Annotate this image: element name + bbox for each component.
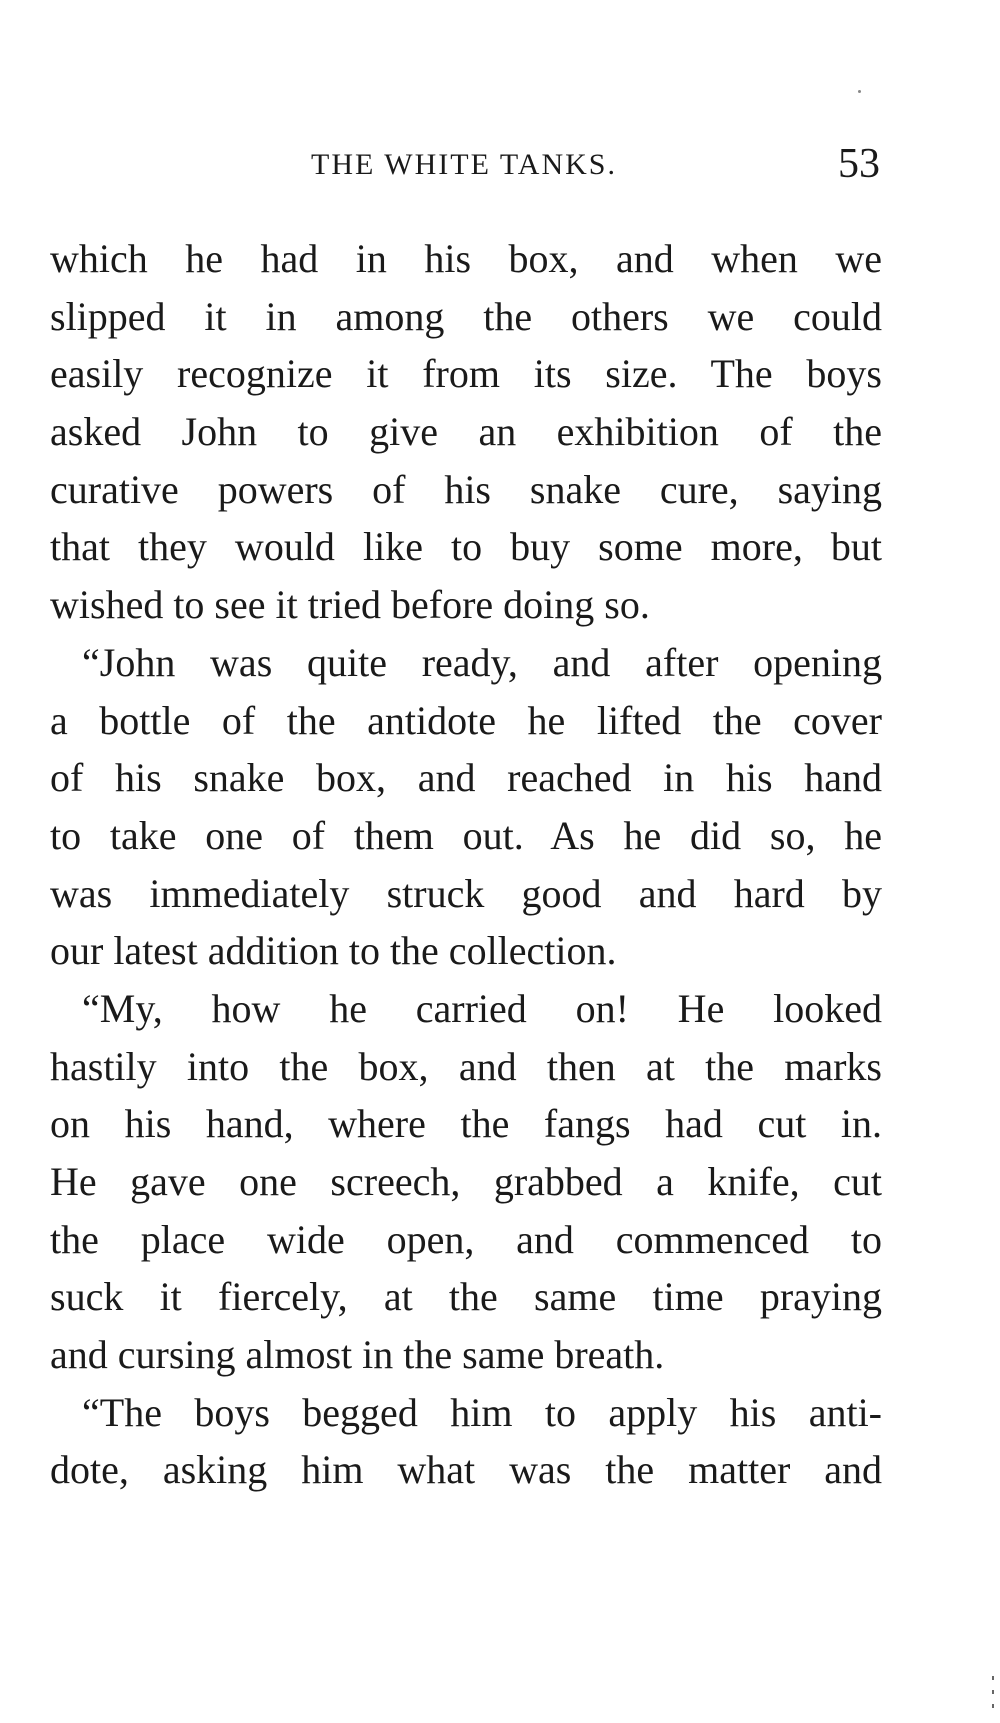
text-line: “The boys begged him to apply his anti- xyxy=(82,1389,882,1435)
scan-edge-mark xyxy=(992,1704,994,1708)
paragraph xyxy=(50,980,882,1384)
text-line: “My, how he carried on! He looked xyxy=(82,985,882,1031)
text-line: on his hand, where the fangs had cut in. xyxy=(50,1101,882,1147)
paragraph xyxy=(50,230,882,634)
text-line: slipped it in among the others we could xyxy=(50,293,882,339)
text-line: easily recognize it from its size. The boys xyxy=(50,351,882,397)
text-line: hastily into the box, and then at the marks xyxy=(50,1043,882,1089)
text-line: and cursing almost in the same breath. xyxy=(50,1332,665,1378)
paragraph xyxy=(50,634,882,980)
body-text xyxy=(50,230,882,1499)
page-number: 53 xyxy=(838,141,880,187)
scan-edge-mark xyxy=(992,1690,994,1694)
text-line: asked John to give an exhibition of the xyxy=(50,409,882,455)
text-line: to take one of them out. As he did so, he xyxy=(50,812,882,858)
text-line: wished to see it tried before doing so. xyxy=(50,582,650,628)
page-header xyxy=(48,140,880,200)
text-line: curative powers of his snake cure, saying xyxy=(50,466,882,512)
scan-speck xyxy=(858,90,861,93)
text-line: of his snake box, and reached in his hand xyxy=(50,755,882,801)
text-line: was immediately struck good and hard by xyxy=(50,870,882,916)
scan-edge-mark xyxy=(992,1676,994,1680)
text-line: dote, asking him what was the matter and xyxy=(50,1447,882,1493)
text-line: He gave one screech, grabbed a knife, cut xyxy=(50,1159,882,1204)
text-line: that they would like to buy some more, but xyxy=(50,524,882,570)
text-line: the place wide open, and commenced to xyxy=(50,1216,882,1262)
text-line: a bottle of the antidote he lifted the cover xyxy=(50,697,882,743)
text-line: our latest addition to the collection. xyxy=(50,928,617,974)
text-line: suck it fiercely, at the same time praying xyxy=(50,1274,882,1320)
text-line: “John was quite ready, and after opening xyxy=(82,639,882,685)
text-line: which he had in his box, and when we xyxy=(50,236,882,281)
running-title: THE WHITE TANKS. xyxy=(311,148,617,181)
paragraph xyxy=(50,1384,882,1499)
